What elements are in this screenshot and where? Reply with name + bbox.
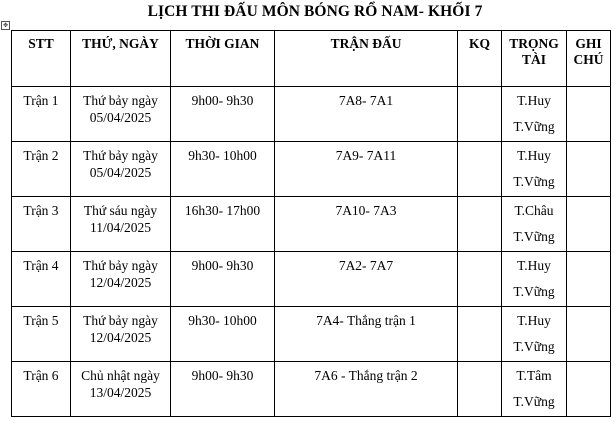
cell-result [458, 142, 502, 197]
referee-primary: T.Huy [517, 148, 551, 163]
cell-date: Chủ nhật ngày 13/04/2025 [71, 362, 171, 417]
cell-date: Thứ bảy ngày 12/04/2025 [71, 252, 171, 307]
document-title: LỊCH THI ĐẤU MÔN BÓNG RỔ NAM- KHỐI 7 [147, 3, 483, 20]
cell-referee [502, 252, 567, 307]
cell-match: 7A2- 7A7 [275, 252, 458, 307]
referee-secondary: T.Vững [513, 339, 555, 354]
cell-stt: Trận 3 [12, 197, 71, 252]
cell-stt: Trận 6 [12, 362, 71, 417]
cell-note [567, 307, 611, 362]
referee-primary: T.Châu [514, 203, 554, 218]
referee-secondary: T.Vững [513, 394, 555, 409]
cell-note [567, 362, 611, 417]
cell-match: 7A10- 7A3 [275, 197, 458, 252]
match-schedule-table [11, 30, 611, 417]
header-result: KQ [458, 31, 502, 87]
cell-result [458, 252, 502, 307]
table-row [12, 87, 611, 142]
referee-secondary: T.Vững [513, 119, 555, 134]
header-date: THỨ, NGÀY [71, 31, 171, 87]
header-stt: STT [12, 31, 71, 87]
cell-time: 9h00- 9h30 [171, 252, 275, 307]
cell-note [567, 252, 611, 307]
cell-result [458, 87, 502, 142]
cell-match: 7A4- Thắng trận 1 [275, 307, 458, 362]
header-note: GHI CHÚ [567, 31, 611, 87]
cell-result [458, 197, 502, 252]
header-row [12, 31, 611, 87]
table-row [12, 307, 611, 362]
cell-time: 9h00- 9h30 [171, 87, 275, 142]
cell-match: 7A9- 7A11 [275, 142, 458, 197]
header-referee: TRỌNG TÀI [502, 31, 567, 87]
cell-date: Thứ bảy ngày 12/04/2025 [71, 307, 171, 362]
table-row [12, 142, 611, 197]
header-time: THỜI GIAN [171, 31, 275, 87]
table-row [12, 362, 611, 417]
cell-stt: Trận 2 [12, 142, 71, 197]
referee-primary: T.Tâm [516, 368, 552, 383]
cell-date: Thứ bảy ngày 05/04/2025 [71, 87, 171, 142]
cell-date: Thứ sáu ngày 11/04/2025 [71, 197, 171, 252]
cell-stt: Trận 5 [12, 307, 71, 362]
cell-referee [502, 197, 567, 252]
cell-referee [502, 87, 567, 142]
header-match: TRẬN ĐẤU [275, 31, 458, 87]
cell-date: Thứ bảy ngày 05/04/2025 [71, 142, 171, 197]
referee-primary: T.Huy [517, 258, 551, 273]
referee-secondary: T.Vững [513, 284, 555, 299]
table-row [12, 197, 611, 252]
cell-match: 7A6 - Thắng trận 2 [275, 362, 458, 417]
cell-time: 9h30- 10h00 [171, 307, 275, 362]
cell-result [458, 362, 502, 417]
referee-secondary: T.Vững [513, 229, 555, 244]
table-row [12, 252, 611, 307]
cell-stt: Trận 4 [12, 252, 71, 307]
cell-note [567, 142, 611, 197]
cell-result [458, 307, 502, 362]
cell-time: 16h30- 17h00 [171, 197, 275, 252]
cell-time: 9h30- 10h00 [171, 142, 275, 197]
referee-primary: T.Huy [517, 313, 551, 328]
cell-referee [502, 307, 567, 362]
cell-referee [502, 362, 567, 417]
referee-primary: T.Huy [517, 93, 551, 108]
cell-time: 9h00- 9h30 [171, 362, 275, 417]
cell-match: 7A8- 7A1 [275, 87, 458, 142]
cell-stt: Trận 1 [12, 87, 71, 142]
table-move-handle[interactable]: ✥ [2, 22, 9, 29]
cell-note [567, 197, 611, 252]
cell-referee [502, 142, 567, 197]
referee-secondary: T.Vững [513, 174, 555, 189]
cell-note [567, 87, 611, 142]
